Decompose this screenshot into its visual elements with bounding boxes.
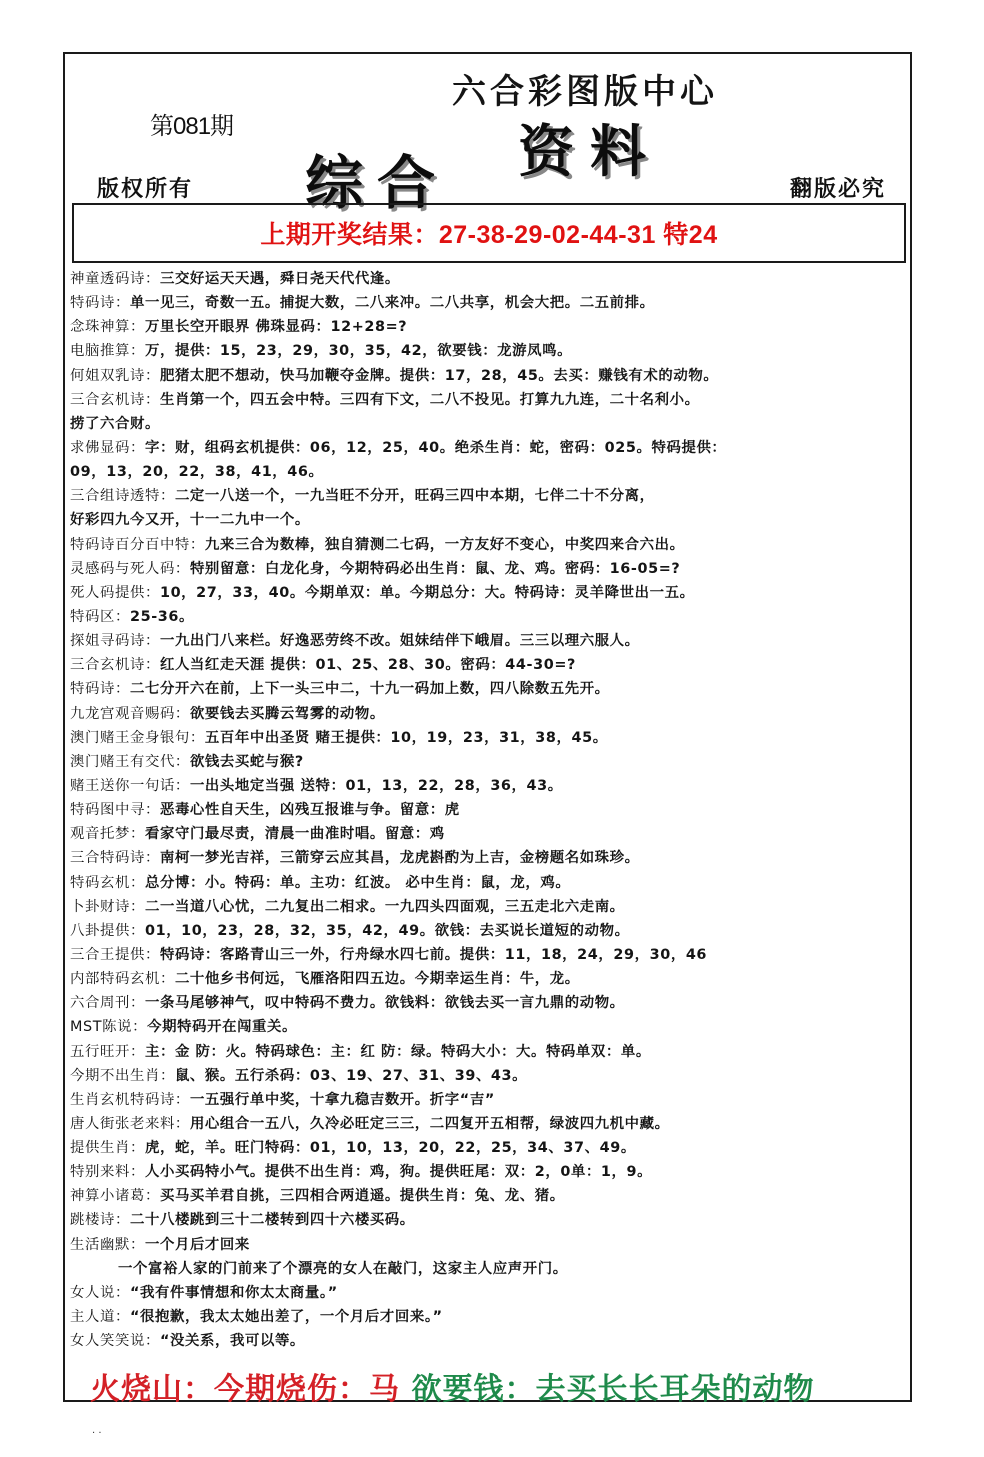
- line-label: 特码诗百分百中特：: [70, 536, 205, 553]
- line-body: 25-36。: [129, 608, 194, 625]
- line-body: 单一见三，奇数一五。捕捉大数，二八来冲。二八共享，机会大把。二五前排。: [129, 295, 655, 312]
- line-label: 特码玄机：: [70, 874, 145, 891]
- content-line: [70, 436, 910, 460]
- line-label: 念珠神算：: [70, 319, 145, 336]
- line-body: 01，10，23，28，32，35，42，49。欲钱：去买说长道短的动物。: [144, 922, 630, 939]
- line-label: 女人说：: [70, 1284, 130, 1301]
- line-label: 内部特码玄机：: [70, 971, 175, 988]
- content-line: [70, 726, 910, 750]
- line-body: 好彩四九今又开，十一二九中一个。: [70, 512, 310, 529]
- line-label: 求佛显码：: [70, 439, 145, 456]
- line-body: 恶毒心性自天生，凶残互报谁与争。留意：虎: [159, 802, 460, 819]
- line-body: 五百年中出圣贤 赌王提供：10，19，23，31，38，45。: [204, 729, 608, 746]
- content-line: [70, 460, 910, 484]
- content-line: [70, 629, 910, 653]
- line-label: 三合玄机诗：: [70, 657, 160, 674]
- content-line: [70, 533, 910, 557]
- content-line: [70, 895, 910, 919]
- line-label: 赌王送你一句话：: [70, 777, 190, 794]
- content-line: [70, 1184, 910, 1208]
- content-line: [70, 1160, 910, 1184]
- line-body: 欲钱去买蛇与猴?: [189, 753, 304, 770]
- content-line: [70, 1136, 910, 1160]
- line-body: 人小买码特小气。提供不出生肖：鸡，狗。提供旺尾：双：2，0单：1，9。: [144, 1164, 653, 1181]
- line-label: 探姐寻码诗：: [70, 633, 160, 650]
- copyright-notice-right: 翻版必究: [789, 176, 886, 202]
- line-label: 三合玄机诗：: [70, 391, 160, 408]
- copyright-notice-left: 版权所有: [97, 176, 194, 202]
- content-line: [70, 315, 910, 339]
- line-body: 用心组合一五八，久冷必旺定三三，二四复开五相帮，绿波四九机中藏。: [189, 1115, 670, 1132]
- content-line: [70, 1305, 910, 1329]
- issue-number: 第081期: [150, 113, 234, 140]
- content-line: [70, 484, 910, 508]
- content-line: [70, 1040, 910, 1064]
- line-body: 万，提供：15，23，29，30，35，42，欲要钱：龙游凤鸣。: [144, 343, 573, 360]
- footer-money-text: 欲要钱：去买长长耳朵的动物: [411, 1372, 815, 1407]
- line-label: 特码区：: [70, 608, 130, 625]
- line-label: 三合特码诗：: [70, 850, 160, 867]
- content-line: [70, 1281, 910, 1305]
- line-label: 主人道：: [70, 1309, 130, 1326]
- line-body: 二十他乡书何远，飞雁洛阳四五边。今期幸运生肖：牛，龙。: [174, 971, 580, 988]
- line-body: 欲要钱去买腾云驾雾的动物。: [189, 705, 385, 722]
- line-body: 肥猪太肥不想动，快马加鞭夺金牌。提供：17，28，45。去买：赚钱有术的动物。: [159, 367, 719, 384]
- line-body: 鼠、猴。五行杀码：03、19、27、31、39、43。: [174, 1067, 528, 1084]
- line-label: 特码诗：: [70, 681, 130, 698]
- line-body: 九来三合为数棒，独自猜测二七码，一方友好不变心，中奖四来合六出。: [204, 536, 685, 553]
- content-line: [70, 339, 910, 363]
- line-body: 主：金 防：火。特码球色：主：红 防：绿。特码大小：大。特码单双：单。: [144, 1043, 651, 1060]
- content-line: [70, 991, 910, 1015]
- line-label: 澳门赌王金身银句：: [70, 729, 205, 746]
- line-label: 今期不出生肖：: [70, 1067, 175, 1084]
- line-body: 一条马尾够神气，叹中特码不费力。欲钱料：欲钱去买一言九鼎的动物。: [144, 995, 625, 1012]
- line-body: 三交好运天天遇，舜日尧天代代逢。: [159, 271, 400, 287]
- content-line: [70, 508, 910, 532]
- content-line: [70, 1233, 910, 1257]
- footer-burn-text: 火烧山：今期烧伤：马: [90, 1372, 400, 1407]
- line-label: 何姐双乳诗：: [70, 367, 160, 384]
- line-label: 电脑推算：: [70, 343, 145, 360]
- content-line: [70, 677, 910, 701]
- line-body: 看家守门最尽责，清晨一曲准时唱。留意：鸡: [144, 826, 445, 843]
- line-body: “很抱歉，我太太她出差了，一个月后才回来。”: [129, 1309, 443, 1326]
- content-line: [70, 1064, 910, 1088]
- line-label: 神算小诸葛：: [70, 1188, 160, 1205]
- line-body: 09，13，20，22，38，41，46。: [70, 464, 324, 481]
- content-line: [70, 967, 910, 991]
- line-body: 生肖第一个，四五会中特。三四有下文，二八不投见。打算九九连，二十名利小。: [159, 391, 700, 408]
- line-label: 唐人街张老来料：: [70, 1115, 190, 1132]
- title-part-1: 综合: [305, 149, 450, 217]
- line-label: 女人笑笑说：: [70, 1333, 160, 1350]
- line-label: 六合周刊：: [70, 995, 145, 1012]
- content-line: [70, 871, 910, 895]
- line-label: 三合组诗透特：: [70, 488, 175, 505]
- line-body: 捞了六合财。: [70, 415, 160, 432]
- line-body: 一九出门八来栏。好逸恶劳终不改。姐妹结伴下峨眉。三三以理六服人。: [159, 633, 640, 650]
- line-body: 二一当道八心忧，二九复出二相求。一九四头四面观，三五走北六走南。: [144, 898, 625, 915]
- line-label: 五行旺开：: [70, 1043, 145, 1060]
- line-body: 红人当红走天涯 提供：01、25、28、30。密码：44-30=?: [159, 657, 576, 674]
- line-body: 买马买羊君自挑，三四相合两逍遥。提供生肖：兔、龙、猪。: [159, 1188, 565, 1205]
- content-line: [70, 605, 910, 629]
- content-line: [70, 364, 910, 388]
- line-body: “没关系，我可以等。: [159, 1333, 305, 1350]
- line-body: 二十八楼跳到三十二楼转到四十六楼买码。: [129, 1212, 415, 1229]
- content-line: [70, 822, 910, 846]
- content-line: [70, 412, 910, 436]
- content-line: [70, 846, 910, 870]
- content-line: [70, 1208, 910, 1232]
- line-body: 10，27，33，40。今期单双：单。今期总分：大。特码诗：灵羊降世出一五。: [159, 584, 695, 601]
- line-body: 一出头地定当强 送特：01，13，22，28，36，43。: [189, 777, 563, 794]
- content-line: [70, 702, 910, 726]
- line-label: MST陈说：: [70, 1019, 148, 1036]
- line-body: 一个富裕人家的门前来了个漂亮的女人在敲门，这家主人应声开门。: [118, 1260, 568, 1277]
- line-body: 特别留意：白龙化身，今期特码必出生肖：鼠、龙、鸡。密码：16-05=?: [189, 560, 681, 577]
- content-line: [70, 1088, 910, 1112]
- line-label: 生活幽默：: [70, 1236, 145, 1253]
- line-label: 特码诗：: [70, 295, 130, 312]
- main-title: [300, 114, 720, 217]
- content-line: [70, 557, 910, 581]
- content-line: [70, 1112, 910, 1136]
- line-body: 二定一八送一个，一九当旺不分开，旺码三四中本期，七伴二十不分离，: [174, 488, 655, 505]
- line-body: 二七分开六在前，上下一头三中二，十九一码加上数，四八除数五先开。: [129, 681, 610, 698]
- bottom-marks: · ·: [92, 1428, 102, 1439]
- line-body: 字：财，组码玄机提供：06，12，25，40。绝杀生肖：蛇，密码：025。特码提供：: [144, 439, 727, 456]
- content-line: [70, 388, 910, 412]
- content-line: [70, 750, 910, 774]
- line-label: 神童透码诗：: [70, 271, 160, 287]
- line-label: 死人码提供：: [70, 584, 160, 601]
- content-line: [70, 943, 910, 967]
- content-line: [70, 919, 910, 943]
- line-body: 今期特码开在闯重关。: [147, 1019, 298, 1036]
- line-body: 一五强行单中奖，十拿九稳吉数开。折字“吉”: [189, 1091, 495, 1108]
- line-body: 特码诗：客路青山三一外，行舟绿水四七前。提供：11，18，24，29，30，46: [159, 946, 708, 963]
- content-line: [70, 1329, 910, 1353]
- last-draw-result-box: [72, 203, 906, 263]
- line-label: 灵感码与死人码：: [70, 560, 190, 577]
- content-line: [70, 267, 910, 291]
- line-body: “我有件事情想和你太太商量。”: [129, 1284, 338, 1301]
- content-line: [70, 1257, 910, 1281]
- content-lines: [70, 267, 910, 1353]
- line-label: 三合王提供：: [70, 946, 160, 963]
- footer-banner: [90, 1364, 814, 1408]
- content-line: [70, 291, 910, 315]
- line-label: 跳楼诗：: [70, 1212, 130, 1229]
- line-label: 特别来料：: [70, 1164, 145, 1181]
- line-label: 八卦提供：: [70, 922, 145, 939]
- content-line: [70, 774, 910, 798]
- line-label: 观音托梦：: [70, 826, 145, 843]
- line-label: 九龙宫观音赐码：: [70, 705, 190, 722]
- content-line: [70, 581, 910, 605]
- title-part-2: 资料: [518, 119, 662, 185]
- document-frame: [63, 52, 912, 1407]
- line-label: 特码图中寻：: [70, 802, 160, 819]
- line-label: 卜卦财诗：: [70, 898, 145, 915]
- line-body: 总分博：小。特码：单。主功：红波。 必中生肖：鼠，龙，鸡。: [144, 874, 571, 891]
- line-body: 万里长空开眼界 佛珠显码：12+28=?: [144, 319, 408, 336]
- line-body: 南柯一梦光吉祥，三箭穿云应其昌，龙虎斟酌为上吉，金榜题名如珠珍。: [159, 850, 640, 867]
- last-draw-result: 上期开奖结果：27-38-29-02-44-31 特24: [260, 221, 718, 249]
- brand-title: 六合彩图版中心: [452, 72, 718, 112]
- content-line: [70, 798, 910, 822]
- content-line: [70, 1015, 910, 1039]
- line-label: 生肖玄机特码诗：: [70, 1091, 190, 1108]
- line-label: 澳门赌王有交代：: [70, 753, 190, 770]
- line-body: 一个月后才回来: [144, 1236, 250, 1253]
- line-body: 虎，蛇，羊。旺门特码：01，10，13，20，22，25，34、37、49。: [144, 1140, 636, 1157]
- content-line: [70, 653, 910, 677]
- line-label: 提供生肖：: [70, 1140, 145, 1157]
